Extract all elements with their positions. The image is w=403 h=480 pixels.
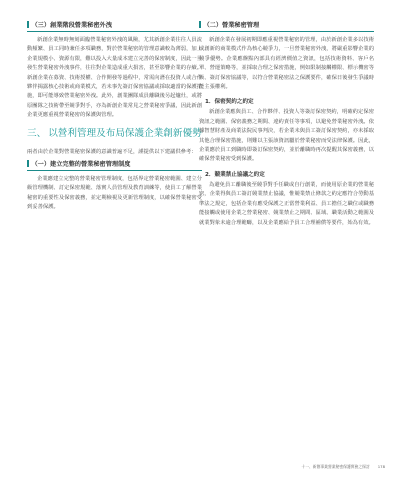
- body-paragraph: 企業應建立完整的營業秘密管理制度，包括界定營業秘密範圍、建立分級管理機制、訂定保密規範、落實人員管理及教育訓練等，使員工了解營業秘密的重要性及保密義務，並定期檢視及更新管理制度，以確保營業秘密受到妥善保護。: [27, 176, 202, 211]
- left-column: [27, 20, 202, 215]
- section-number: 三、: [27, 127, 47, 139]
- subheading-non-compete: 2．競業禁止協議之約定: [205, 171, 265, 178]
- section-title-text: 以營利管理及布局保護企業創新優勢: [48, 127, 202, 139]
- body-paragraph: 為避免員工離職後至競爭對手任職或自行創業，而使用原企業的營業秘密，企業得與員工簽訂競業禁止協議，惟競業禁止條款之約定應符合勞動基準法之規定，包括企業有應受保護之正當營業利益、員工擔任之職位或職務能接觸或使用企業之營業秘密、競業禁止之期間、區域、職業活動之範圍及就業對象未逾合理範疇，以及企業應給予員工合理補償等要件，始為有效。: [199, 181, 374, 226]
- subsection-heading-text: （一）建立完整的營業秘密管理制度: [31, 161, 131, 169]
- body-paragraph: 新創企業在發展初期即應重視營業秘密的管理，由於新創企業多以技術或創新的商業模式作為核心競爭力，一旦營業秘密外洩，將嚴重影響企業的競爭優勢。企業應盤點內部具有經濟價值之資訊，包括技術資料、客戶名單、營運策略等，並採取合理之保密措施，例如限制接觸權限、標示機密等級、簽訂保密協議等，以符合營業秘密法之保護要件，確保日後發生爭議時能主張權利。: [199, 37, 374, 91]
- heading-accent-bar: [199, 21, 201, 28]
- section-heading-text: （二）營業秘密管理: [203, 22, 260, 29]
- heading-accent-bar: [27, 21, 29, 28]
- body-paragraph: 新創企業應與員工、合作夥伴、投資人等簽訂保密契約，明確約定保密資訊之範圍、保密義務之期間、違約責任等事項，以避免營業秘密外洩。依據智慧財產及商業法院民事判決，若企業未與員工簽訂保密契約，亦未採取其他合理保密措施，則難以主張該資訊屬於營業秘密而受法律保護。因此，企業應於員工到職時即簽訂保密契約，並於離職時再次提醒其保密義務，以確保營業秘密受到保護。: [199, 109, 374, 163]
- section-heading-text: （三）創業階段營業秘密外洩: [31, 22, 112, 29]
- subheading-confidentiality-contract: 1．保密契約之約定: [205, 99, 254, 106]
- section-title-3: [27, 127, 202, 140]
- page-number: 178: [377, 464, 385, 469]
- heading-accent-bar: [27, 160, 29, 167]
- section-heading-startup-leak: [27, 20, 202, 32]
- subsection-heading-management-system: [27, 159, 202, 171]
- page-footer: [301, 464, 385, 470]
- section-heading-trade-secret-management: [199, 20, 374, 32]
- footer-chapter-title: 十一、新創事業營業秘密保護實務之探討: [301, 464, 370, 469]
- right-column: [199, 20, 374, 230]
- body-paragraph: 新創企業無時無刻面臨營業秘密外洩的風險，尤其新創企業往往人員流動頻繁、員工同時兼任多項職務，對於營業秘密的管理意識較為薄弱，加上企業規模小、資源有限，難以投入大量成本建立完善的保密制度，因此一旦發生營業秘密外洩事件，往往對企業造成重大損害，甚至影響企業的存續。新創企業在募資、技術授權、合作開發等過程中，常需向潛在投資人或合作夥伴揭露核心技術或商業模式，若未事先簽訂保密協議或採取適當的保護措施，即可能導致營業秘密外洩。此外，創業團隊成員離職後另起爐灶，或將原團隊之技術帶至競爭對手，亦為新創企業常見之營業秘密爭議，因此新創企業更應重視營業秘密的保護與管理。: [27, 37, 202, 119]
- section-intro: 兩者由於企業對營業秘密保護的意識普遍不足，謹提供以下建議供參考：: [27, 148, 197, 155]
